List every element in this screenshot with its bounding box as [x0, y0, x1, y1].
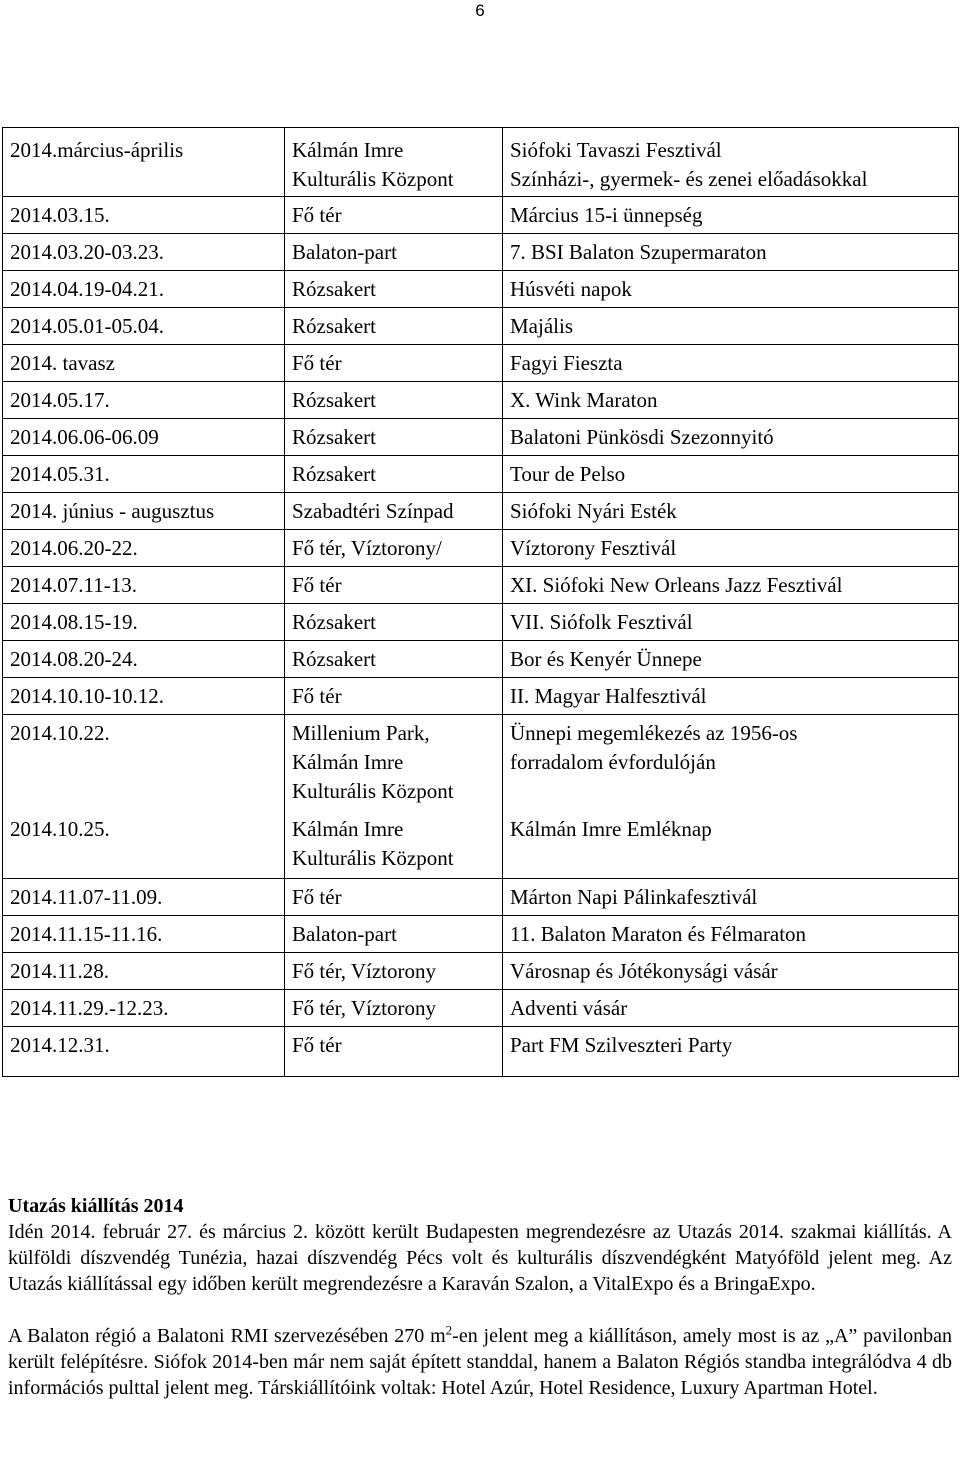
event-cell: II. Magyar Halfesztivál — [503, 678, 959, 715]
venue-cell: Kálmán Imre Kulturális Központ — [285, 811, 503, 879]
table-row — [3, 530, 959, 567]
date-cell: 2014.12.31. — [3, 1027, 285, 1077]
table-row — [3, 456, 959, 493]
venue-cell: Kálmán Imre Kulturális Központ — [285, 128, 503, 197]
event-cell: Bor és Kenyér Ünnepe — [503, 641, 959, 678]
section-paragraph-2 — [8, 1323, 952, 1401]
venue-cell: Fő tér — [285, 567, 503, 604]
date-cell: 2014.05.31. — [3, 456, 285, 493]
venue-cell: Fő tér, Víztorony — [285, 953, 503, 990]
venue-cell: Fő tér — [285, 879, 503, 916]
venue-cell: Rózsakert — [285, 271, 503, 308]
event-cell: 11. Balaton Maraton és Félmaraton — [503, 916, 959, 953]
date-cell: 2014.08.20-24. — [3, 641, 285, 678]
venue-cell: Fő tér — [285, 678, 503, 715]
venue-cell: Fő tér, Víztorony — [285, 990, 503, 1027]
venue-cell: Rózsakert — [285, 604, 503, 641]
venue-cell: Rózsakert — [285, 382, 503, 419]
date-cell: 2014.06.06-06.09 — [3, 419, 285, 456]
date-cell: 2014.03.20-03.23. — [3, 234, 285, 271]
table-row — [3, 128, 959, 197]
venue-cell: Millenium Park, Kálmán Imre Kulturális Központ — [285, 715, 503, 812]
table-row — [3, 197, 959, 234]
venue-cell: Fő tér — [285, 345, 503, 382]
table-row — [3, 1027, 959, 1077]
date-cell: 2014.11.28. — [3, 953, 285, 990]
table-row — [3, 567, 959, 604]
event-cell: Víztorony Fesztivál — [503, 530, 959, 567]
event-cell: Part FM Szilveszteri Party — [503, 1027, 959, 1077]
superscript-2: 2 — [445, 1322, 453, 1338]
table-row — [3, 990, 959, 1027]
paragraph-2-text-a: A Balaton régió a Balatoni RMI szervezésében 270 m — [8, 1325, 446, 1347]
date-cell: 2014.06.20-22. — [3, 530, 285, 567]
table-row — [3, 953, 959, 990]
table-row — [3, 493, 959, 530]
table-row — [3, 604, 959, 641]
event-cell: Húsvéti napok — [503, 271, 959, 308]
event-cell: Siófoki Nyári Esték — [503, 493, 959, 530]
date-cell: 2014. június - augusztus — [3, 493, 285, 530]
date-cell: 2014.04.19-04.21. — [3, 271, 285, 308]
event-cell: Siófoki Tavaszi Fesztivál Színházi-, gyermek- és zenei előadásokkal — [503, 128, 959, 197]
section-paragraph-1: Idén 2014. február 27. és március 2. között került Budapesten megrendezésre az Utazás 2014. szakmai kiállítás. A külföldi díszvendég Tunézia, hazai díszvendég Pécs volt és kulturális díszvendégként Matyóföld jelent meg. Az Utazás kiállítással egy időben került megrendezésre a Karaván Szalon, a VitalExpo és a BringaExpo. — [8, 1221, 952, 1295]
table-row — [3, 811, 959, 879]
venue-cell: Fő tér, Víztorony/ — [285, 530, 503, 567]
event-cell: Tour de Pelso — [503, 456, 959, 493]
event-cell: XI. Siófoki New Orleans Jazz Fesztivál — [503, 567, 959, 604]
date-cell: 2014.11.15-11.16. — [3, 916, 285, 953]
date-cell: 2014.10.10-10.12. — [3, 678, 285, 715]
table-row — [3, 641, 959, 678]
venue-cell: Rózsakert — [285, 641, 503, 678]
date-cell: 2014. tavasz — [3, 345, 285, 382]
exhibition-section — [8, 1193, 952, 1401]
table-row — [3, 382, 959, 419]
table-row — [3, 345, 959, 382]
date-cell: 2014.10.22. — [3, 715, 285, 812]
venue-cell: Balaton-part — [285, 916, 503, 953]
event-cell: Márton Napi Pálinkafesztivál — [503, 879, 959, 916]
venue-cell: Rózsakert — [285, 456, 503, 493]
event-cell: Majális — [503, 308, 959, 345]
event-cell: VII. Siófolk Fesztivál — [503, 604, 959, 641]
date-cell: 2014.11.29.-12.23. — [3, 990, 285, 1027]
date-cell: 2014.03.15. — [3, 197, 285, 234]
paragraph-2-text-b: -en jelent meg a kiállításon, amely most is az „A” pavilonban került felépítésre. Siófok 2014-ben már nem saját épített standdal, hanem a Balaton Régiós standba integrálódva 4 db információs pulttal jelent meg. Társkiállítóink voltak: Hotel Azúr, Hotel Residence, Luxury Apartman Hotel. — [8, 1325, 952, 1399]
event-cell: Városnap és Jótékonysági vásár — [503, 953, 959, 990]
venue-cell: Balaton-part — [285, 234, 503, 271]
venue-cell: Fő tér — [285, 1027, 503, 1077]
venue-cell: Rózsakert — [285, 419, 503, 456]
table-row — [3, 271, 959, 308]
date-cell: 2014.10.25. — [3, 811, 285, 879]
table-row — [3, 879, 959, 916]
date-cell: 2014.05.01-05.04. — [3, 308, 285, 345]
event-cell: X. Wink Maraton — [503, 382, 959, 419]
event-cell: Balatoni Pünkösdi Szezonnyitó — [503, 419, 959, 456]
event-cell: Kálmán Imre Emléknap — [503, 811, 959, 879]
venue-cell: Fő tér — [285, 197, 503, 234]
table-row — [3, 419, 959, 456]
event-cell: Március 15-i ünnepség — [503, 197, 959, 234]
table-row — [3, 715, 959, 812]
date-cell: 2014.05.17. — [3, 382, 285, 419]
date-cell: 2014.08.15-19. — [3, 604, 285, 641]
events-table-body — [3, 128, 959, 1077]
date-cell: 2014.07.11-13. — [3, 567, 285, 604]
venue-cell: Rózsakert — [285, 308, 503, 345]
date-cell: 2014.március-április — [3, 128, 285, 197]
section-title: Utazás kiállítás 2014 — [8, 1195, 184, 1217]
date-cell: 2014.11.07-11.09. — [3, 879, 285, 916]
table-row — [3, 234, 959, 271]
event-cell: 7. BSI Balaton Szupermaraton — [503, 234, 959, 271]
event-cell: Fagyi Fieszta — [503, 345, 959, 382]
page-number: 6 — [475, 1, 485, 20]
table-row — [3, 916, 959, 953]
events-table — [2, 127, 959, 1077]
table-row — [3, 308, 959, 345]
event-cell: Adventi vásár — [503, 990, 959, 1027]
table-row — [3, 678, 959, 715]
venue-cell: Szabadtéri Színpad — [285, 493, 503, 530]
event-cell: Ünnepi megemlékezés az 1956-os forradalom évfordulóján — [503, 715, 959, 812]
